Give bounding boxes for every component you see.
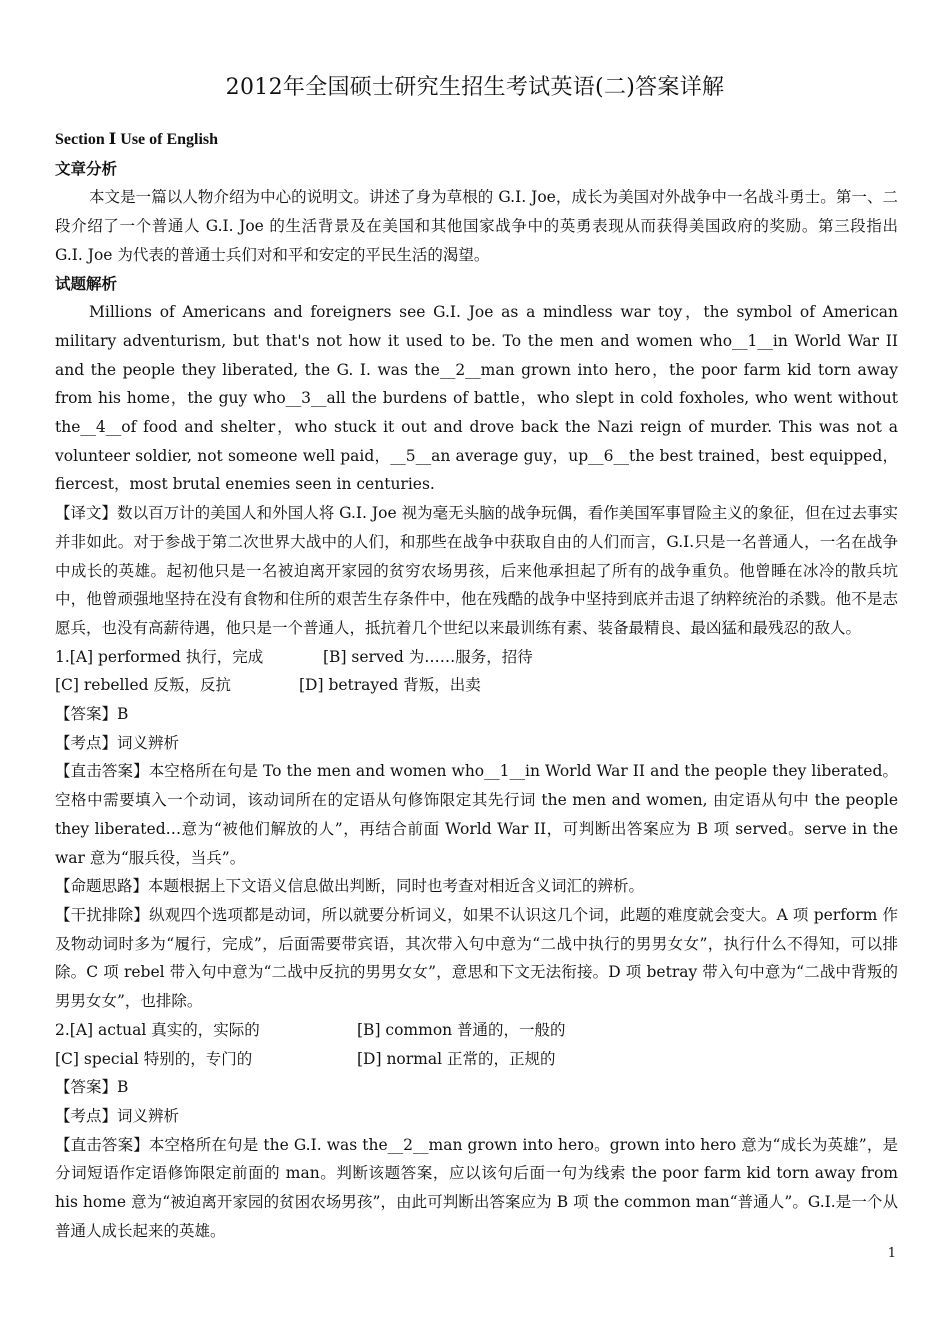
q2-answer: 【答案】B (55, 1078, 129, 1097)
q2-option-b: [B] common 普通的，一般的 (357, 1020, 566, 1039)
q1-answer: 【答案】B (55, 705, 129, 724)
translation-paragraph: 【译文】数以百万计的美国人和外国人将 G.I. Joe 视为毫无头脑的战争玩偶，看作美国军事冒险主义的象征，但在过去事实并非如此。对于参战于第二次世界大战中的人们，和那些在战争中获取自由的人们而言，G.I.只是一名普通人，一名在战争中成长的英雄。起初他只是一名被迫离开家园的贫穷农场男孩，后来他承担起了所有的战争重负。他曾睡在冰冷的散兵坑中，他曾顽强地坚持在没有食物和住所的艰苦生存条件中，他在残酷的战争中坚持到底并击退了纳粹统治的杀戮。他不是志愿兵，也没有高薪待遇，他只是一个普通人，抵抗着几个世纪以来最训练有素、装备最精良、最凶猛和最残忍的敌人。 (55, 504, 898, 637)
page-number: 1 (887, 1246, 896, 1261)
q1-option-b: [B] served 为……服务，招待 (323, 647, 533, 666)
section-heading: Section Ⅰ Use of English (55, 131, 219, 148)
q2-direct-answer: 【直击答案】本空格所在句是 the G.I. was the__2__man grown into hero。grown into hero 意为“成长为英雄”，是分词短语作定语修饰限定前面的 man。判断该题答案，应以该句后面一句为线索 the poor farm kid torn away from his home 意为“被迫离开家园的贫困农场男孩”，由此可判断出答案应为 B 项 the common man“普通人”。G.I.是一个从普通人成长起来的英雄。 (55, 1135, 898, 1240)
q1-options-row-1 (55, 643, 898, 672)
document-body (55, 126, 898, 1245)
analysis-paragraph: 本文是一篇以人物介绍为中心的说明文。讲述了身为草根的 G.I. Joe，成长为美国对外战争中一名战斗勇士。第一、二段介绍了一个普通人 G.I. Joe 的生活背景及在美国和其他国家战争中的英勇表现从而获得美国政府的奖励。第三段指出 G.I. Joe 为代表的普通士兵们对和平和安定的平民生活的渴望。 (55, 188, 898, 264)
q1-idea: 【命题思路】本题根据上下文语义信息做出判断，同时也考查对相近含义词汇的辨析。 (55, 877, 645, 896)
q2-options-row-2 (55, 1045, 898, 1074)
q1-exclusion: 【干扰排除】纵观四个选项都是动词，所以就要分析词义，如果不认识这几个词，此题的难度就会变大。A 项 perform 作及物动词时多为“履行，完成”，后面需要带宾语，其次带入句中意为“二战中执行的男男女女”，执行什么不得知，可以排除。C 项 rebel 带入句中意为“二战中反抗的男男女女”，意思和下文无法衔接。D 项 betray 带入句中意为“二战中背叛的男男女女”，也排除。 (55, 905, 898, 1011)
analysis-heading: 文章分析 (55, 158, 118, 178)
question-analysis-heading: 试题解析 (55, 273, 118, 293)
q2-option-c: [C] special 特别的，专门的 (55, 1049, 253, 1068)
q1-options-row-2 (55, 671, 898, 700)
q2-options-row-1 (55, 1016, 898, 1045)
q1-option-d: [D] betrayed 背叛，出卖 (299, 676, 481, 695)
q2-option-a: 2.[A] actual 真实的，实际的 (55, 1020, 260, 1039)
passage-paragraph: Millions of Americans and foreigners see G.I. Joe as a mindless war toy，the symbol of American military adventurism, but that's not how it used to be. To the men and women who__1__in World War II and the people they liberated, the G. I. was the__2__man grown into hero，the poor farm kid torn away from his home，the guy who__3__all the burdens of battle，who slept in cold foxholes, who went without the__4__of food and shelter，who stuck it out and drove back the Nazi reign of murder. This was not a volunteer soldier, not someone well paid，__5__an average guy，up__6__the best trained，best equipped，fiercest，most brutal enemies seen in centuries. (55, 303, 898, 494)
q1-option-a: 1.[A] performed 执行，完成 (55, 647, 264, 666)
document-title: 2012年全国硕士研究生招生考试英语(二)答案详解 (225, 75, 725, 100)
q2-point: 【考点】词义辨析 (55, 1106, 180, 1125)
q1-point: 【考点】词义辨析 (55, 733, 180, 752)
q1-direct-answer: 【直击答案】本空格所在句是 To the men and women who__1__in World War II and the people they liberated。空格中需要填入一个动词，该动词所在的定语从句修饰限定其先行词 the men and women, 由定语从句中 the people they liberated…意为“被他们解放的人”，再结合前面 World War II，可判断出答案应为 B 项 served。serve in the war 意为“服兵役，当兵”。 (55, 762, 898, 867)
q1-option-c: [C] rebelled 反叛，反抗 (55, 676, 231, 695)
q2-option-d: [D] normal 正常的，正规的 (357, 1049, 556, 1068)
